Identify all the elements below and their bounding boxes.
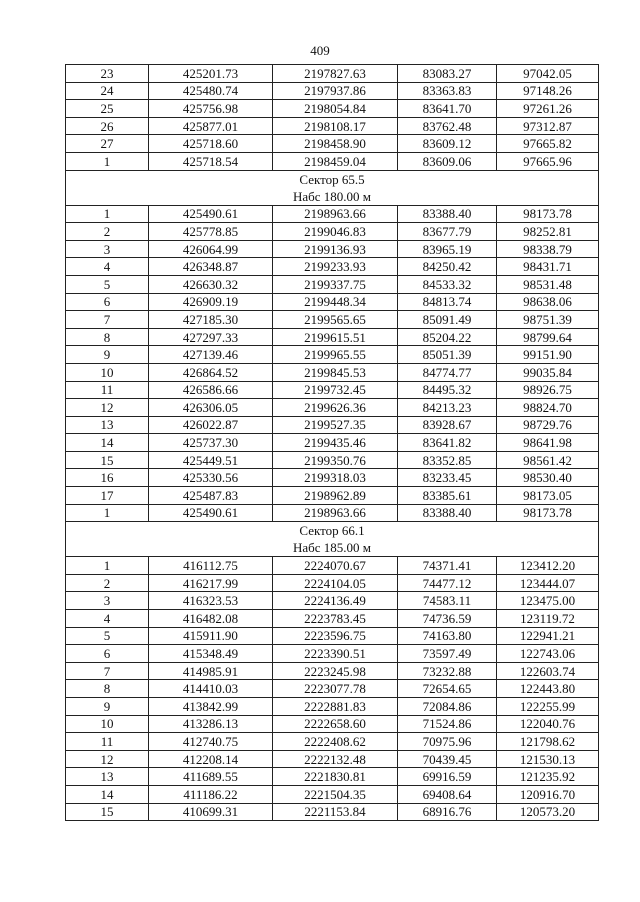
table-row xyxy=(66,768,599,786)
x-coordinate-cell: 426064.99 xyxy=(149,240,273,258)
local-x-cell: 70975.96 xyxy=(398,733,497,751)
y-coordinate-cell: 2199448.34 xyxy=(273,293,398,311)
local-y-cell: 98561.42 xyxy=(497,451,599,469)
point-number-cell: 10 xyxy=(66,715,149,733)
local-y-cell: 98751.39 xyxy=(497,311,599,329)
point-number-cell: 15 xyxy=(66,451,149,469)
y-coordinate-cell: 2224136.49 xyxy=(273,592,398,610)
point-number-cell: 8 xyxy=(66,328,149,346)
table-row xyxy=(66,311,599,329)
point-number-cell: 4 xyxy=(66,258,149,276)
x-coordinate-cell: 426909.19 xyxy=(149,293,273,311)
point-number-cell: 26 xyxy=(66,117,149,135)
table-row xyxy=(66,645,599,663)
point-number-cell: 5 xyxy=(66,275,149,293)
local-y-cell: 98530.40 xyxy=(497,469,599,487)
x-coordinate-cell: 426022.87 xyxy=(149,416,273,434)
local-x-cell: 83363.83 xyxy=(398,82,497,100)
x-coordinate-cell: 416217.99 xyxy=(149,574,273,592)
local-y-cell: 98531.48 xyxy=(497,275,599,293)
local-y-cell: 97148.26 xyxy=(497,82,599,100)
y-coordinate-cell: 2199233.93 xyxy=(273,258,398,276)
local-x-cell: 83677.79 xyxy=(398,223,497,241)
x-coordinate-cell: 425330.56 xyxy=(149,469,273,487)
table-row xyxy=(66,205,599,223)
local-y-cell: 123119.72 xyxy=(497,610,599,628)
table-row xyxy=(66,293,599,311)
local-x-cell: 85091.49 xyxy=(398,311,497,329)
x-coordinate-cell: 426306.05 xyxy=(149,399,273,417)
local-x-cell: 72654.65 xyxy=(398,680,497,698)
x-coordinate-cell: 425490.61 xyxy=(149,205,273,223)
table-row xyxy=(66,715,599,733)
x-coordinate-cell: 426630.32 xyxy=(149,275,273,293)
point-number-cell: 6 xyxy=(66,645,149,663)
table-row xyxy=(66,698,599,716)
sector-header-row xyxy=(66,170,599,205)
local-y-cell: 97261.26 xyxy=(497,100,599,118)
local-y-cell: 99035.84 xyxy=(497,363,599,381)
point-number-cell: 5 xyxy=(66,627,149,645)
local-x-cell: 74583.11 xyxy=(398,592,497,610)
y-coordinate-cell: 2221830.81 xyxy=(273,768,398,786)
local-x-cell: 68916.76 xyxy=(398,803,497,821)
x-coordinate-cell: 426864.52 xyxy=(149,363,273,381)
local-y-cell: 99151.90 xyxy=(497,346,599,364)
y-coordinate-cell: 2221153.84 xyxy=(273,803,398,821)
local-x-cell: 73232.88 xyxy=(398,662,497,680)
table-row xyxy=(66,363,599,381)
local-y-cell: 97312.87 xyxy=(497,117,599,135)
x-coordinate-cell: 427297.33 xyxy=(149,328,273,346)
local-y-cell: 122040.76 xyxy=(497,715,599,733)
local-x-cell: 83965.19 xyxy=(398,240,497,258)
local-y-cell: 98431.71 xyxy=(497,258,599,276)
table-row xyxy=(66,381,599,399)
local-y-cell: 98638.06 xyxy=(497,293,599,311)
table-row xyxy=(66,574,599,592)
point-number-cell: 8 xyxy=(66,680,149,698)
local-y-cell: 122603.74 xyxy=(497,662,599,680)
local-y-cell: 98252.81 xyxy=(497,223,599,241)
point-number-cell: 12 xyxy=(66,750,149,768)
y-coordinate-cell: 2222408.62 xyxy=(273,733,398,751)
point-number-cell: 25 xyxy=(66,100,149,118)
point-number-cell: 11 xyxy=(66,733,149,751)
local-y-cell: 121235.92 xyxy=(497,768,599,786)
table-row xyxy=(66,65,599,83)
table-row xyxy=(66,346,599,364)
y-coordinate-cell: 2222658.60 xyxy=(273,715,398,733)
x-coordinate-cell: 425718.60 xyxy=(149,135,273,153)
y-coordinate-cell: 2223596.75 xyxy=(273,627,398,645)
x-coordinate-cell: 425737.30 xyxy=(149,434,273,452)
local-y-cell: 98173.78 xyxy=(497,205,599,223)
y-coordinate-cell: 2199965.55 xyxy=(273,346,398,364)
table-row xyxy=(66,627,599,645)
local-x-cell: 74163.80 xyxy=(398,627,497,645)
local-y-cell: 123444.07 xyxy=(497,574,599,592)
y-coordinate-cell: 2223390.51 xyxy=(273,645,398,663)
x-coordinate-cell: 414985.91 xyxy=(149,662,273,680)
point-number-cell: 10 xyxy=(66,363,149,381)
point-number-cell: 14 xyxy=(66,434,149,452)
x-coordinate-cell: 411186.22 xyxy=(149,785,273,803)
table-row xyxy=(66,487,599,505)
x-coordinate-cell: 416323.53 xyxy=(149,592,273,610)
table-row xyxy=(66,275,599,293)
x-coordinate-cell: 425778.85 xyxy=(149,223,273,241)
x-coordinate-cell: 427139.46 xyxy=(149,346,273,364)
table-row xyxy=(66,504,599,522)
local-y-cell: 97665.96 xyxy=(497,152,599,170)
local-x-cell: 84250.42 xyxy=(398,258,497,276)
x-coordinate-cell: 416112.75 xyxy=(149,557,273,575)
local-y-cell: 121798.62 xyxy=(497,733,599,751)
table-row xyxy=(66,680,599,698)
table-row xyxy=(66,451,599,469)
point-number-cell: 13 xyxy=(66,768,149,786)
local-x-cell: 73597.49 xyxy=(398,645,497,663)
point-number-cell: 12 xyxy=(66,399,149,417)
y-coordinate-cell: 2223077.78 xyxy=(273,680,398,698)
y-coordinate-cell: 2197827.63 xyxy=(273,65,398,83)
table-row xyxy=(66,733,599,751)
y-coordinate-cell: 2199318.03 xyxy=(273,469,398,487)
x-coordinate-cell: 425201.73 xyxy=(149,65,273,83)
local-x-cell: 84213.23 xyxy=(398,399,497,417)
point-number-cell: 15 xyxy=(66,803,149,821)
x-coordinate-cell: 413286.13 xyxy=(149,715,273,733)
point-number-cell: 13 xyxy=(66,416,149,434)
local-x-cell: 83388.40 xyxy=(398,504,497,522)
point-number-cell: 17 xyxy=(66,487,149,505)
point-number-cell: 7 xyxy=(66,662,149,680)
local-y-cell: 98729.76 xyxy=(497,416,599,434)
x-coordinate-cell: 426586.66 xyxy=(149,381,273,399)
x-coordinate-cell: 415911.90 xyxy=(149,627,273,645)
y-coordinate-cell: 2199732.45 xyxy=(273,381,398,399)
point-number-cell: 24 xyxy=(66,82,149,100)
x-coordinate-cell: 415348.49 xyxy=(149,645,273,663)
x-coordinate-cell: 410699.31 xyxy=(149,803,273,821)
table-row xyxy=(66,750,599,768)
sector-name: Сектор 66.1 xyxy=(299,523,365,539)
point-number-cell: 7 xyxy=(66,311,149,329)
local-x-cell: 83609.12 xyxy=(398,135,497,153)
y-coordinate-cell: 2198963.66 xyxy=(273,205,398,223)
y-coordinate-cell: 2198458.90 xyxy=(273,135,398,153)
local-y-cell: 123475.00 xyxy=(497,592,599,610)
point-number-cell: 1 xyxy=(66,504,149,522)
table-row xyxy=(66,258,599,276)
sector-header xyxy=(66,170,599,205)
y-coordinate-cell: 2198459.04 xyxy=(273,152,398,170)
local-x-cell: 83083.27 xyxy=(398,65,497,83)
y-coordinate-cell: 2198962.89 xyxy=(273,487,398,505)
table-row xyxy=(66,82,599,100)
local-x-cell: 83352.85 xyxy=(398,451,497,469)
table-row xyxy=(66,610,599,628)
sector-height: Набс 185.00 м xyxy=(292,540,372,556)
coordinates-table xyxy=(65,64,599,821)
table-row xyxy=(66,785,599,803)
point-number-cell: 2 xyxy=(66,574,149,592)
table-row xyxy=(66,240,599,258)
local-x-cell: 70439.45 xyxy=(398,750,497,768)
y-coordinate-cell: 2222881.83 xyxy=(273,698,398,716)
table-row xyxy=(66,399,599,417)
local-y-cell: 98338.79 xyxy=(497,240,599,258)
local-y-cell: 122255.99 xyxy=(497,698,599,716)
local-y-cell: 98641.98 xyxy=(497,434,599,452)
local-x-cell: 85051.39 xyxy=(398,346,497,364)
local-y-cell: 98926.75 xyxy=(497,381,599,399)
point-number-cell: 6 xyxy=(66,293,149,311)
point-number-cell: 1 xyxy=(66,152,149,170)
x-coordinate-cell: 411689.55 xyxy=(149,768,273,786)
table-row xyxy=(66,662,599,680)
y-coordinate-cell: 2199626.36 xyxy=(273,399,398,417)
local-y-cell: 122941.21 xyxy=(497,627,599,645)
local-x-cell: 83609.06 xyxy=(398,152,497,170)
local-y-cell: 120916.70 xyxy=(497,785,599,803)
local-x-cell: 69916.59 xyxy=(398,768,497,786)
y-coordinate-cell: 2223245.98 xyxy=(273,662,398,680)
x-coordinate-cell: 412740.75 xyxy=(149,733,273,751)
coordinates-table-body xyxy=(66,65,599,821)
sector-header-row xyxy=(66,522,599,557)
x-coordinate-cell: 425449.51 xyxy=(149,451,273,469)
y-coordinate-cell: 2199565.65 xyxy=(273,311,398,329)
local-y-cell: 122743.06 xyxy=(497,645,599,663)
local-y-cell: 98173.78 xyxy=(497,504,599,522)
point-number-cell: 14 xyxy=(66,785,149,803)
y-coordinate-cell: 2199845.53 xyxy=(273,363,398,381)
point-number-cell: 16 xyxy=(66,469,149,487)
y-coordinate-cell: 2199435.46 xyxy=(273,434,398,452)
page-number: 409 xyxy=(310,43,330,58)
y-coordinate-cell: 2197937.86 xyxy=(273,82,398,100)
local-y-cell: 122443.80 xyxy=(497,680,599,698)
y-coordinate-cell: 2198108.17 xyxy=(273,117,398,135)
y-coordinate-cell: 2199337.75 xyxy=(273,275,398,293)
y-coordinate-cell: 2223783.45 xyxy=(273,610,398,628)
x-coordinate-cell: 427185.30 xyxy=(149,311,273,329)
point-number-cell: 9 xyxy=(66,698,149,716)
point-number-cell: 2 xyxy=(66,223,149,241)
x-coordinate-cell: 425480.74 xyxy=(149,82,273,100)
table-row xyxy=(66,803,599,821)
x-coordinate-cell: 413842.99 xyxy=(149,698,273,716)
table-row xyxy=(66,557,599,575)
table-row xyxy=(66,117,599,135)
local-y-cell: 98173.05 xyxy=(497,487,599,505)
x-coordinate-cell: 425718.54 xyxy=(149,152,273,170)
point-number-cell: 23 xyxy=(66,65,149,83)
local-y-cell: 97042.05 xyxy=(497,65,599,83)
point-number-cell: 9 xyxy=(66,346,149,364)
y-coordinate-cell: 2222132.48 xyxy=(273,750,398,768)
point-number-cell: 1 xyxy=(66,205,149,223)
table-row xyxy=(66,469,599,487)
y-coordinate-cell: 2224104.05 xyxy=(273,574,398,592)
point-number-cell: 27 xyxy=(66,135,149,153)
y-coordinate-cell: 2199527.35 xyxy=(273,416,398,434)
y-coordinate-cell: 2198963.66 xyxy=(273,504,398,522)
x-coordinate-cell: 426348.87 xyxy=(149,258,273,276)
local-x-cell: 83928.67 xyxy=(398,416,497,434)
local-y-cell: 97665.82 xyxy=(497,135,599,153)
local-x-cell: 83641.70 xyxy=(398,100,497,118)
local-y-cell: 120573.20 xyxy=(497,803,599,821)
local-x-cell: 83233.45 xyxy=(398,469,497,487)
local-x-cell: 84533.32 xyxy=(398,275,497,293)
local-y-cell: 98799.64 xyxy=(497,328,599,346)
table-row xyxy=(66,592,599,610)
y-coordinate-cell: 2198054.84 xyxy=(273,100,398,118)
local-x-cell: 72084.86 xyxy=(398,698,497,716)
local-y-cell: 121530.13 xyxy=(497,750,599,768)
x-coordinate-cell: 416482.08 xyxy=(149,610,273,628)
table-row xyxy=(66,328,599,346)
local-x-cell: 83388.40 xyxy=(398,205,497,223)
point-number-cell: 11 xyxy=(66,381,149,399)
point-number-cell: 4 xyxy=(66,610,149,628)
y-coordinate-cell: 2221504.35 xyxy=(273,785,398,803)
point-number-cell: 3 xyxy=(66,240,149,258)
y-coordinate-cell: 2199350.76 xyxy=(273,451,398,469)
table-row xyxy=(66,416,599,434)
table-row xyxy=(66,434,599,452)
point-number-cell: 1 xyxy=(66,557,149,575)
local-x-cell: 83762.48 xyxy=(398,117,497,135)
y-coordinate-cell: 2199136.93 xyxy=(273,240,398,258)
table-row xyxy=(66,135,599,153)
point-number-cell: 3 xyxy=(66,592,149,610)
local-x-cell: 85204.22 xyxy=(398,328,497,346)
y-coordinate-cell: 2199615.51 xyxy=(273,328,398,346)
local-x-cell: 71524.86 xyxy=(398,715,497,733)
local-x-cell: 69408.64 xyxy=(398,785,497,803)
local-y-cell: 98824.70 xyxy=(497,399,599,417)
local-x-cell: 83385.61 xyxy=(398,487,497,505)
sector-name: Сектор 65.5 xyxy=(299,171,365,187)
local-x-cell: 84813.74 xyxy=(398,293,497,311)
table-row xyxy=(66,100,599,118)
local-x-cell: 84774.77 xyxy=(398,363,497,381)
local-x-cell: 74736.59 xyxy=(398,610,497,628)
local-x-cell: 84495.32 xyxy=(398,381,497,399)
table-row xyxy=(66,223,599,241)
local-x-cell: 74477.12 xyxy=(398,574,497,592)
table-row xyxy=(66,152,599,170)
x-coordinate-cell: 425487.83 xyxy=(149,487,273,505)
sector-header xyxy=(66,522,599,557)
local-y-cell: 123412.20 xyxy=(497,557,599,575)
x-coordinate-cell: 425490.61 xyxy=(149,504,273,522)
x-coordinate-cell: 425877.01 xyxy=(149,117,273,135)
x-coordinate-cell: 414410.03 xyxy=(149,680,273,698)
x-coordinate-cell: 412208.14 xyxy=(149,750,273,768)
local-x-cell: 74371.41 xyxy=(398,557,497,575)
y-coordinate-cell: 2224070.67 xyxy=(273,557,398,575)
y-coordinate-cell: 2199046.83 xyxy=(273,223,398,241)
x-coordinate-cell: 425756.98 xyxy=(149,100,273,118)
local-x-cell: 83641.82 xyxy=(398,434,497,452)
sector-height: Набс 180.00 м xyxy=(292,188,372,204)
